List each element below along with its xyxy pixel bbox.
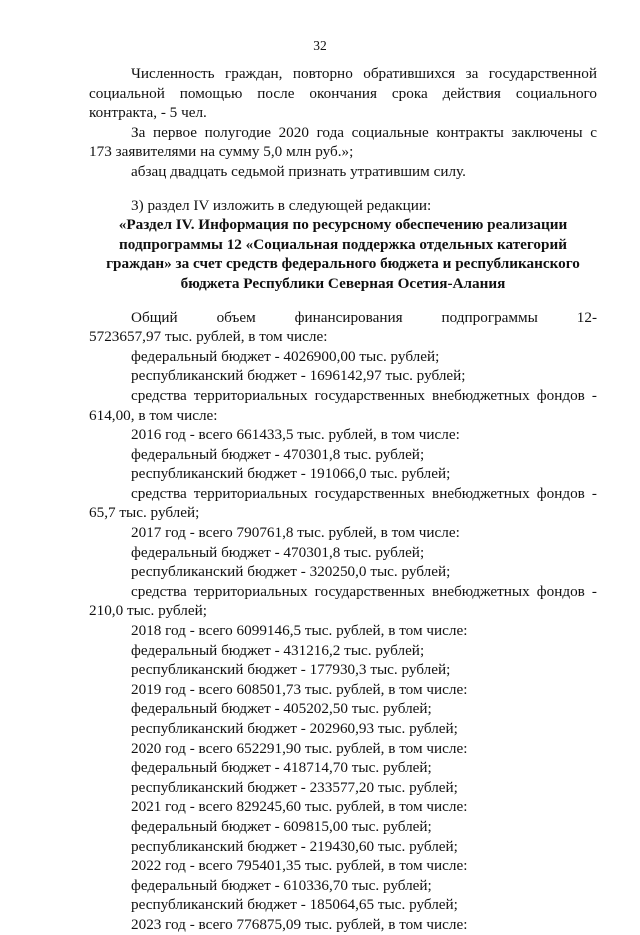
intro-paragraph-1 — [89, 64, 597, 123]
paragraph-line: средства территориальных государственных внебюджетных фондов - — [131, 386, 597, 404]
funding-federal: федеральный бюджет - 4026900,00 тыс. рублей; — [131, 347, 440, 365]
paragraph-line: 614,00, в том числе: — [89, 406, 218, 424]
section-heading — [89, 215, 597, 293]
year-republican: республиканский бюджет - 185064,65 тыс. рублей; — [131, 896, 458, 914]
heading-line: «Раздел IV. Информация по ресурсному обеспечению реализации — [118, 216, 568, 234]
year-total: 2018 год - всего 6099146,5 тыс. рублей, в том числе: — [131, 622, 468, 640]
section-instruction: 3) раздел IV изложить в следующей редакции: — [131, 196, 432, 214]
year-total: 2022 год - всего 795401,35 тыс. рублей, в том числе: — [131, 857, 468, 875]
paragraph-line: контракта, - 5 чел. — [89, 104, 207, 122]
year-federal: федеральный бюджет - 470301,8 тыс. рублей; — [131, 543, 425, 561]
funding-total — [89, 308, 597, 347]
paragraph-line: За первое полугодие 2020 года социальные контракты заключены с — [131, 123, 597, 141]
year-total: 2021 год - всего 829245,60 тыс. рублей, в том числе: — [131, 798, 468, 816]
paragraph-line: Численность граждан, повторно обратившихся за государственной — [131, 65, 597, 82]
year-republican: республиканский бюджет - 233577,20 тыс. рублей; — [131, 778, 458, 796]
year-federal: федеральный бюджет - 610336,70 тыс. рублей; — [131, 876, 432, 894]
year-republican: республиканский бюджет - 191066,0 тыс. рублей; — [131, 465, 451, 483]
paragraph-line: средства территориальных государственных внебюджетных фондов - — [131, 484, 597, 502]
year-territorial — [89, 582, 597, 621]
funding-republican: республиканский бюджет - 1696142,97 тыс. рублей; — [131, 367, 466, 385]
intro-paragraph-2 — [89, 123, 597, 162]
year-republican: республиканский бюджет - 320250,0 тыс. рублей; — [131, 563, 451, 581]
year-republican: республиканский бюджет - 202960,93 тыс. рублей; — [131, 720, 458, 737]
paragraph-line: средства территориальных государственных внебюджетных фондов - — [131, 582, 597, 600]
heading-line: граждан» за счет средств федерального бюджета и республиканского — [106, 255, 580, 273]
paragraph-line: 5723657,97 тыс. рублей, в том числе: — [89, 328, 328, 346]
paragraph-line: 173 заявителями на сумму 5,0 млн руб.»; — [89, 143, 354, 161]
funding-territorial — [89, 386, 597, 425]
year-republican: республиканский бюджет - 177930,3 тыс. рублей; — [131, 661, 451, 679]
year-federal: федеральный бюджет - 609815,00 тыс. рублей; — [131, 817, 432, 835]
year-federal: федеральный бюджет - 405202,50 тыс. рублей; — [131, 700, 432, 718]
year-federal: федеральный бюджет - 431216,2 тыс. рублей; — [131, 641, 425, 659]
paragraph-line: Общий объем финансирования подпрограммы 12- — [131, 308, 597, 326]
year-federal: федеральный бюджет - 418714,70 тыс. рублей; — [131, 759, 432, 777]
page-number: 32 — [313, 38, 327, 53]
year-total: 2023 год - всего 776875,09 тыс. рублей, в том числе: — [131, 915, 468, 933]
year-total: 2016 год - всего 661433,5 тыс. рублей, в том числе: — [131, 426, 460, 444]
paragraph-line: 210,0 тыс. рублей; — [89, 602, 207, 620]
paragraph-line: 65,7 тыс. рублей; — [89, 504, 200, 522]
heading-line: подпрограммы 12 «Социальная поддержка отдельных категорий — [119, 235, 567, 253]
intro-paragraph-3: абзац двадцать седьмой признать утратившим силу. — [131, 162, 466, 180]
year-territorial — [89, 484, 597, 523]
year-republican: республиканский бюджет - 219430,60 тыс. рублей; — [131, 837, 458, 855]
document-body — [89, 64, 597, 935]
year-total: 2020 год - всего 652291,90 тыс. рублей, в том числе: — [131, 739, 468, 757]
year-total: 2019 год - всего 608501,73 тыс. рублей, в том числе: — [131, 680, 468, 698]
year-federal: федеральный бюджет - 470301,8 тыс. рублей; — [131, 445, 425, 463]
heading-line: бюджета Республики Северная Осетия-Алания — [180, 274, 506, 292]
paragraph-line: социальной помощью после окончания срока действия социального — [89, 84, 597, 102]
year-total: 2017 год - всего 790761,8 тыс. рублей, в том числе: — [131, 524, 460, 542]
